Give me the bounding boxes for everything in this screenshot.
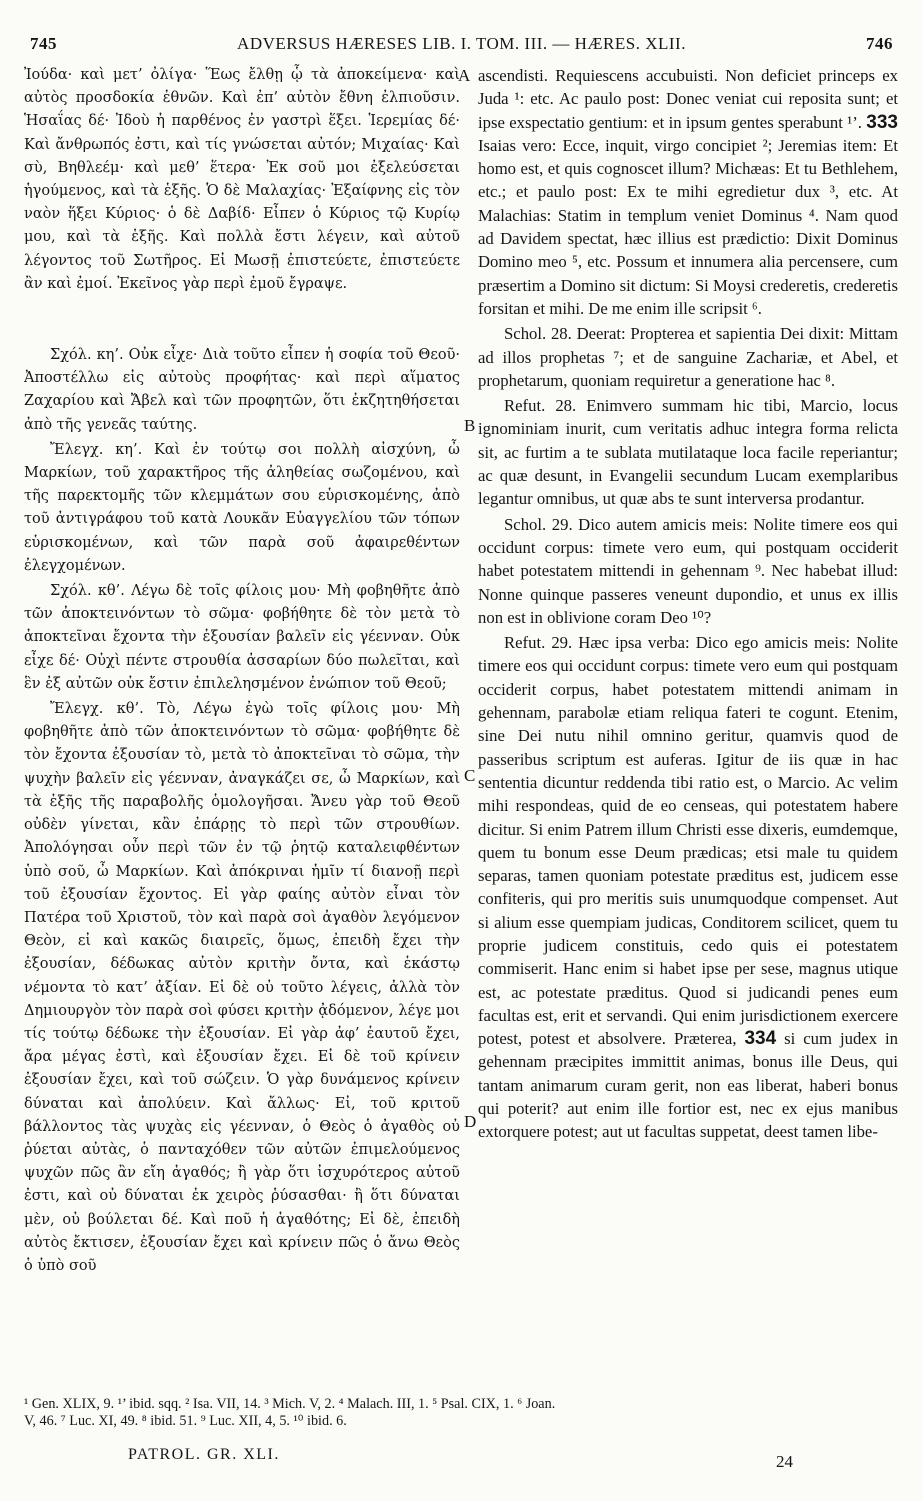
latin-column xyxy=(478,64,898,1384)
footnote-line-1: ¹ Gen. XLIX, 9. ¹’ ibid. sqq. ² Isa. VII, 14. ³ Mich. V, 2. ⁴ Malach. III, 1. ⁵ Psal. CIX, 1. ⁶ Joan. xyxy=(24,1396,556,1412)
greek-paragraph-prophecies: Ἰούδα· καὶ μετ’ ὀλίγα· Ἕως ἔλθῃ ᾧ τὰ ἀποκείμενα· καὶ αὐτὸς προσδοκία ἐθνῶν. Καὶ ἐπ’ αὐτὸν ἔθνη ἐλπιοῦσιν. Ἡσαΐας δέ· Ἰδοὺ ἡ παρθένος ἐν γαστρὶ ἕξει. Ἱερεμίας δέ· Καὶ ἄνθρωπός ἐστι, καὶ τίς γνώσεται αὐτόν; Μιχαίας· Καὶ σὺ, Βηθλεέμ· καὶ μεθ’ ἕτερα· Ἐκ σοῦ μοι ἐξελεύσεται ἡγούμενος, καὶ τὰ ἑξῆς. Ὁ δὲ Μαλαχίας· Ἐξαίφνης εἰς τὸν ναὸν ἥξει Κύριος· ὁ δὲ Δαβίδ· Εἶπεν ὁ Κύριος τῷ Κυρίῳ μου, καὶ τὰ ἑξῆς. Καὶ πολλὰ ἔστι λέγειν, καὶ αὐτοῦ λέγοντος τοῦ Σωτῆρος. Εἰ Μωσῇ ἐπιστεύετε, ἐπιστεύετε ἂν καὶ ἐμοί. Ἐκεῖνος γὰρ περὶ ἐμοῦ ἔγραψε. xyxy=(24,67,460,292)
latin-refutation-29-text-a: Refut. 29. Hæc ipsa verba: Dico ego amicis meis: Nolite timere eos qui occidunt corpus: timete vero eum qui postquam occiderit corpus, habet potestatem mittendi animam in gehennam, parabolæ etiam reliqua fateri te cogunt. Etenim, sine Dei nutu nihil omnino geritur, quamvis quod de passeribus scriptum est auferas. Igitur de iis quæ in hac sententia dicuntur reddenda tibi ratio est, o Marcio. Ac velim mihi respondeas, quid de eo censeas, qui potestatem habere dicitur. Si enim Patrem illum Christi esse dixeris, eumdemque, quem tu bonum esse Deum prædicas; etsi male tu quidem separas, tamen quoniam potestate præditus est, judicem esse confiteris, qui pro meritis suis unumquodque compenset. Aut si alium esse quempiam judicas, Conditorem scilicet, quem tu proprie judicem constituis, cedo quis ei potestatem commiserit. Hanc enim si habet ipse per sese, magnus utique est, ac potestate præditus. Quod si judicandi penes eum facultas est, erit et servandi. Qui enim jurisdictionem exercere potest, potest et absolvere. Præterea, xyxy=(478,633,898,1049)
latin-paragraph-prophecies xyxy=(478,64,898,320)
latin-prophecies-text-a: ascendisti. Requiescens accubuisti. Non deficiet princeps ex Juda ¹: etc. Ac paulo post: Donec veniat cui reposita sunt; et ipse exspectatio gentium: et in ipsum gentes sperabunt ¹’. xyxy=(478,66,898,132)
greek-scholion-29: Σχόλ. κθ’. Λέγω δὲ τοῖς φίλοις μου· Μὴ φοβηθῆτε ἀπὸ τῶν ἀποκτεινόντων τὸ σῶμα· φοβήθητε δὲ τὸν μετὰ τὸ ἀποκτεῖναι ἔχοντα τὴν ἐξουσίαν βαλεῖν εἰς γέενναν. Οὐκ εἶχε δέ· Οὐχὶ πέντε στρουθία ἀσσαρίων δύο πωλεῖται, καὶ ἓν ἐξ αὐτῶν οὐκ ἔστιν ἐπιλελησμένον ἐνώπιον τοῦ Θεοῦ; xyxy=(24,583,460,692)
margin-letter-a: A xyxy=(458,66,471,85)
greek-refutation-29: Ἔλεγχ. κθ’. Τὸ, Λέγω ἐγὼ τοῖς φίλοις μου· Μὴ φοβηθῆτε ἀπὸ τῶν ἀποκτεινόντων τὸ σῶμα· φοβήθητε δὲ τὸν ἔχοντα ἐξουσίαν τὸ, μετὰ τὸ ἀποκτεῖναι τὸ σῶμα, τὴν ψυχὴν βαλεῖν εἰς γέενναν, ἀναγκάζει σε, ὦ Μαρκίων, καὶ τὰ ἑξῆς τῆς παραβολῆς ὁμολογῆσαι. Ἄνευ γὰρ τοῦ Θεοῦ οὐδὲν γίνεται, κἂν ἐπάρῃς τὸ περὶ τῶν στρουθίων. Ἀπολόγησαι οὖν περὶ τῶν ἐν τῷ ῥητῷ καταλειφθέντων ὑπὸ σοῦ, ὦ Μαρκίων. Καὶ ἀπόκριναι ἡμῖν τί διανοῇ περὶ τοῦ ἐξουσίαν ἔχοντος. Εἰ γὰρ φαίης αὐτὸν εἶναι τὸν Πατέρα τοῦ Χριστοῦ, τὸν καὶ παρὰ σοὶ ἀγαθὸν λεγόμενον Θεὸν, εἰ καὶ κακῶς διαιρεῖς, ὅμως, ἐπειδὴ ἔχει τὴν ἐξουσίαν, δέδωκας αὐτὸν κριτὴν ὄντα, καὶ ἑκάστῳ νέμοντα τὸ κατ’ ἀξίαν. Εἰ δὲ οὐ τοῦτο λέγεις, ἀλλὰ τὸν Δημιουργὸν τὸν παρὰ σοὶ φύσει κριτὴν ᾀδόμενον, λέγε μοι τίς τούτῳ δέδωκε τὴν ἐξουσίαν. Εἰ γὰρ ἀφ’ ἑαυτοῦ ἔχει, ἄρα μέγας ἐστὶ, καὶ ἐξουσίαν ἔχει. Εἰ δὲ τοῦ κρίνειν ἐξουσίαν ἔχει, καὶ τοῦ σώζειν. Ὁ γὰρ δυνάμενος κρίνειν δύναται καὶ ἀπολύειν. Καὶ ἄλλως· Εἰ, τοῦ κριτοῦ βάλλοντος τὰς ψυχὰς εἰς γέενναν, ὁ Θεὸς ὁ ἀγαθὸς οὐ ῥύεται αὐτὰς, ὁ πανταχόθεν τῶν αὐτῶν ἐπιμελούμενος ψυχῶν πῶς ἂν εἴη ἀγαθός; ἢ γὰρ ὅτι ἰσχυρότερος αὐτοῦ ἐστι, καὶ οὐ δύναται ἐκ χειρὸς ῥύσασθαι· ἢ ὅτι δύναται μὲν, οὐ βούλεται δέ. Καὶ ποῦ ἡ ἀγαθότης; Εἰ δὲ, ἐπειδὴ αὐτὸς ἔκτισεν, ἐξουσίαν ἔχει καὶ κρίνειν πῶς ὁ ἄνω Θεὸς ὁ ὑπὸ σοῦ xyxy=(24,701,460,1274)
paragraph-gap xyxy=(24,298,460,344)
signature-mark: 24 xyxy=(776,1452,793,1471)
page-number-right: 746 xyxy=(866,34,893,53)
marginal-column-number-333: 333 xyxy=(866,111,898,133)
greek-refutation-28: Ἔλεγχ. κη’. Καὶ ἐν τούτῳ σοι πολλὴ αἰσχύνη, ὦ Μαρκίων, τοῦ χαρακτῆρος τῆς ἀληθείας σωζομένου, καὶ τῆς παρεκτομῆς τῶν κλεμμάτων σου εὑρισκομένης, ἀπὸ τοῦ ἀντιγράφου τοῦ κατὰ Λουκᾶν Εὐαγγελίου τῶν τόπων εὑρισκομένων, καὶ τῶν παρὰ σοῦ ἀφαιρεθέντων ἐλεγχομένων. xyxy=(24,441,460,574)
footnote-line-2: V, 46. ⁷ Luc. XI, 49. ⁸ ibid. 51. ⁹ Luc. XII, 4, 5. ¹⁰ ibid. 6. xyxy=(24,1413,347,1429)
running-header xyxy=(30,34,893,58)
latin-scholion-29: Schol. 29. Dico autem amicis meis: Nolite timere eos qui occidunt corpus: timete vero eum, qui postquam occiderit habet potestatem mittendi in gehennam ⁹. Nec habebat illud: Nonne quinque passeres veneunt dupondio, et unus ex illis non est in oblivione coram Deo ¹⁰? xyxy=(478,514,898,627)
latin-refutation-29 xyxy=(478,631,898,1144)
latin-scholion-28: Schol. 28. Deerat: Propterea et sapientia Dei dixit: Mittam ad illos prophetas ⁷; et de sanguine Zachariæ, et Abel, et prophetarum, quoniam requiretur a generatione hac ⁸. xyxy=(478,324,898,390)
footnotes xyxy=(24,1396,898,1430)
greek-scholion-28: Σχόλ. κη’. Οὐκ εἶχε· Διὰ τοῦτο εἶπεν ἡ σοφία τοῦ Θεοῦ· Ἀποστέλλω εἰς αὐτοὺς προφήτας· καὶ περὶ αἵματος Ζαχαρίου καὶ Ἄβελ καὶ τῶν προφητῶν, ὅτι ἐκζητηθήσεται ἀπὸ τῆς γενεᾶς ταύτης. xyxy=(24,347,460,433)
running-title: ADVERSUS HÆRESES LIB. I. TOM. III. — HÆRES. XLII. xyxy=(237,34,686,53)
latin-refutation-28: Refut. 28. Enimvero summam hic tibi, Marcio, locus ignominiam inurit, cum veritatis adhuc integra forma relicta sit, ac furtim a te sublata mutilataque loca facile reperiantur; ac quæ desunt, in Evangelii secundum Lucam exemplaribus legantur omnibus, ut quæ abs te sunt interversa prodantur. xyxy=(478,396,898,509)
latin-refutation-29-text-b: si cum judex in gehennam præcipites immittit animas, bonus ille Deus, qui tantam animarum curam gerit, non eas liberat, haberi bonus qui poterit? aut enim ille fortior est, nec ex ejus manibus extorquere potest; aut ut facultas suppetat, deest tamen libe- xyxy=(478,1029,898,1142)
page-number-left: 745 xyxy=(30,34,57,53)
margin-letter-c: C xyxy=(464,766,476,785)
marginal-column-number-334: 334 xyxy=(744,1028,777,1050)
patrologia-volume-mark: PATROL. GR. XLI. xyxy=(128,1446,280,1463)
margin-letter-b: B xyxy=(464,416,476,435)
margin-letter-d: D xyxy=(464,1112,477,1131)
latin-prophecies-text-b: Isaias vero: Ecce, inquit, virgo concipiet ²; Jeremias item: Et homo est, et quis cognoscet illum? Michæas: Et tu Bethlehem, etc.; et paulo post: Ex te mihi egredietur dux ³, etc. At Malachias: Statim in templum veniet Dominus ⁴. Nam quod ad Davidem spectat, hæc illius est prædictio: Dixit Dominus Domino meo ⁵, etc. Possum et innumera alia percensere, cum præsertim a Domino sit dictum: Si Moysi crederetis, crederetis forsitan et mihi. De me enim ille scripsit ⁶. xyxy=(478,135,898,318)
greek-column xyxy=(24,64,460,1384)
